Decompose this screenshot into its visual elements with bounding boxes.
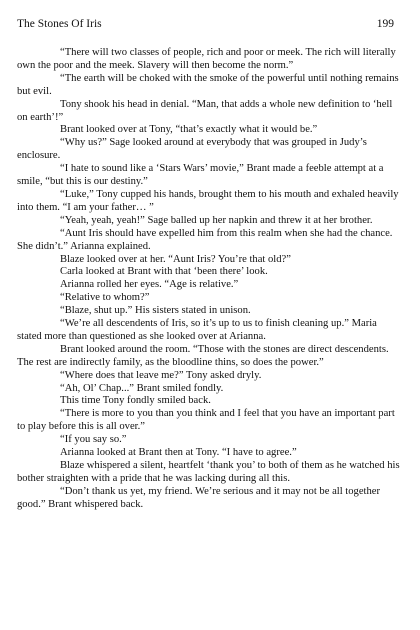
paragraph: “If you say so.” (60, 434, 127, 446)
paragraph: This time Tony fondly smiled back. (60, 395, 211, 407)
paragraph: Tony shook his head in denial. “Man, that adds a whole new definition to ‘hell on earth’!” (17, 98, 393, 123)
paragraph: Arianna rolled her eyes. “Age is relative.” (60, 279, 239, 291)
paragraph: “I hate to sound like a ‘Stars Wars’ movie,” Brant made a feeble attempt at a smile, “but this is our destiny.” (17, 163, 384, 188)
paragraph: “There is more to you than you think and I feel that you have an important part to play before this is all over.” (17, 408, 395, 433)
paragraph: “There will two classes of people, rich and poor or meek. The rich will literally own the poor and the meek. Slavery will then become the norm.” (17, 47, 396, 71)
paragraph: “The earth will be choked with the smoke of the powerful until nothing remains but evil. (17, 72, 399, 97)
page-number: 199 (376, 18, 394, 30)
paragraph: “Don’t thank us yet, my friend. We’re serious and it may not be all together good.” Brant whispered back. (17, 485, 381, 510)
paragraph: Brant looked around the room. “Those with the stones are direct descendents. The rest are indirectly family, as the bloodline thins, so does the power.” (17, 343, 389, 368)
paragraph: “Relative to whom?” (60, 292, 150, 304)
paragraph: “Why us?” Sage looked around at everybody that was grouped in Judy’s enclosure. (17, 137, 367, 162)
paragraph: “Luke,” Tony cupped his hands, brought them to his mouth and exhaled heavily into them. “I am your father… ” (17, 188, 399, 213)
paragraph: Carla looked at Brant with that ‘been there’ look. (60, 266, 268, 278)
paragraph: “Yeah, yeah, yeah!” Sage balled up her napkin and threw it at her brother. (60, 214, 373, 226)
paragraph: “Where does that leave me?” Tony asked dryly. (60, 369, 262, 381)
paragraph: “Ah, Ol’ Chap...” Brant smiled fondly. (60, 382, 224, 394)
paragraph: Blaze looked over at her. “Aunt Iris? You’re that old?” (60, 253, 291, 265)
page-body (17, 47, 402, 512)
paragraph: “Aunt Iris should have expelled him from this realm when she had the chance. She didn’t.” Arianna explained. (17, 227, 393, 252)
paragraph: “We’re all descendents of Iris, so it’s up to us to finish cleaning up.” Maria stated more than questioned as she looked over at Arianna. (17, 318, 377, 342)
running-header (17, 17, 394, 31)
book-title: The Stones Of Iris (17, 18, 102, 30)
paragraph: Arianna looked at Brant then at Tony. “I have to agree.” (60, 447, 297, 459)
paragraph: Blaze whispered a silent, heartfelt ‘thank you’ to both of them as he watched his bother straighten with a pride that he was lacking during all this. (17, 460, 400, 484)
paragraph: “Blaze, shut up.” His sisters stated in unison. (60, 305, 251, 317)
paragraph: Brant looked over at Tony, “that’s exactly what it would be.” (60, 124, 318, 136)
